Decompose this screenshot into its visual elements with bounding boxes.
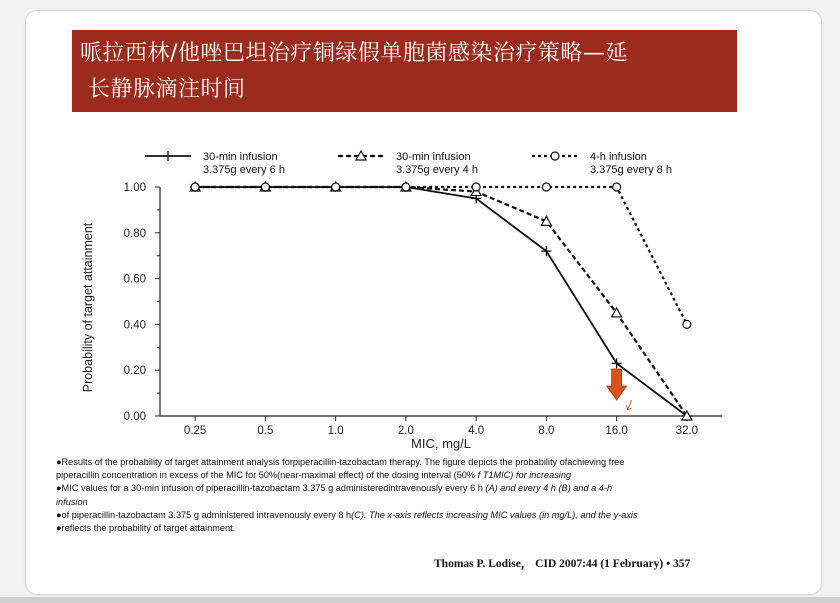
y-tick-label: 0.20 [123, 365, 146, 378]
figure-caption [56, 456, 771, 535]
citation: Thomas P. Lodise， CID 2007:44 (1 February) • 357 [434, 558, 691, 570]
annotation-check-mark [627, 400, 632, 410]
x-tick-label: 0.25 [183, 425, 207, 437]
legend-label-2: 30-min infusion [396, 151, 471, 163]
x-tick-label: 4.0 [468, 425, 485, 437]
series-3-point [332, 183, 340, 191]
caption-line-6: ●reflects the probability of target attainment. [56, 523, 236, 534]
caption-line-3 [56, 482, 771, 495]
series-3-point [402, 183, 410, 191]
legend-label-1: 30-min infusion [203, 151, 278, 163]
x-tick-label: 1.0 [327, 425, 344, 437]
y-axis-label: Probability of target attainment [81, 222, 95, 393]
series-3-point [613, 183, 621, 191]
x-axis-label: MIC, mg/L [411, 436, 471, 451]
caption-line-4: infusion [56, 496, 88, 507]
title-line-2: 长静脉滴注时间 [88, 77, 246, 102]
legend-sublabel-1: 3.375g every 6 h [203, 164, 285, 176]
y-tick-label: 0.00 [123, 411, 146, 423]
caption-line-5-text: ●of piperacillin-tazobactam 3.375 g administered intravenously every 8 h [56, 509, 352, 520]
series-3-point [191, 183, 199, 191]
y-tick-label: 0.40 [123, 319, 146, 332]
title-line-1: 哌拉西林/他唑巴坦治疗铜绿假单胞菌感染治疗策略—延 [80, 41, 628, 66]
caption-line-5 [56, 509, 771, 522]
x-tick-label: 0.5 [257, 425, 274, 437]
legend-marker-1 [163, 151, 173, 161]
series-3-point [683, 320, 691, 328]
legend-sublabel-2: 3.375g every 4 h [396, 164, 478, 176]
caption-line-3-italic: (A) and every 4 h (B) and a 4-h [485, 483, 613, 494]
y-tick-label: 0.60 [123, 273, 146, 286]
caption-line-5-italic: (C). The x-axis reflects increasing MIC values (in mg/L), and the y-axis [351, 509, 638, 520]
caption-line-2-text: piperacillin concentration in excess of the MIC for 50%(near-maximal effect) of the dosing interval (50% [56, 470, 478, 481]
x-tick-label: 2.0 [397, 425, 414, 437]
legend-sublabel-3: 3.375g every 8 h [590, 164, 672, 176]
y-tick-label: 1.00 [123, 182, 146, 194]
legend-marker-3 [551, 152, 559, 160]
series-3-point [472, 183, 480, 191]
legend-label-3: 4-h infusion [590, 151, 647, 163]
caption-line-3-text: ●MIC values for a 30-min infusion of piperacillin-tazobactam 3.375 g administeredintravenously every 6 h [56, 483, 486, 494]
y-tick-label: 0.80 [123, 227, 146, 240]
window-bottom-bar [0, 597, 840, 603]
x-tick-label: 8.0 [538, 425, 555, 437]
caption-line-2 [56, 469, 771, 482]
series-line-3 [195, 187, 687, 324]
caption-line-1: ●Results of the probability of target attainment analysis forpiperacillin-tazobactam therapy. The figure depicts the probability ofachieving free [56, 457, 625, 467]
x-tick-label: 32.0 [675, 425, 699, 437]
caption-line-2-italic: f T1MIC) for increasing [477, 470, 572, 481]
series-3-point [261, 183, 269, 191]
series-3-point [542, 183, 550, 191]
x-tick-label: 16.0 [605, 425, 628, 437]
annotation-arrow-icon [607, 369, 627, 400]
